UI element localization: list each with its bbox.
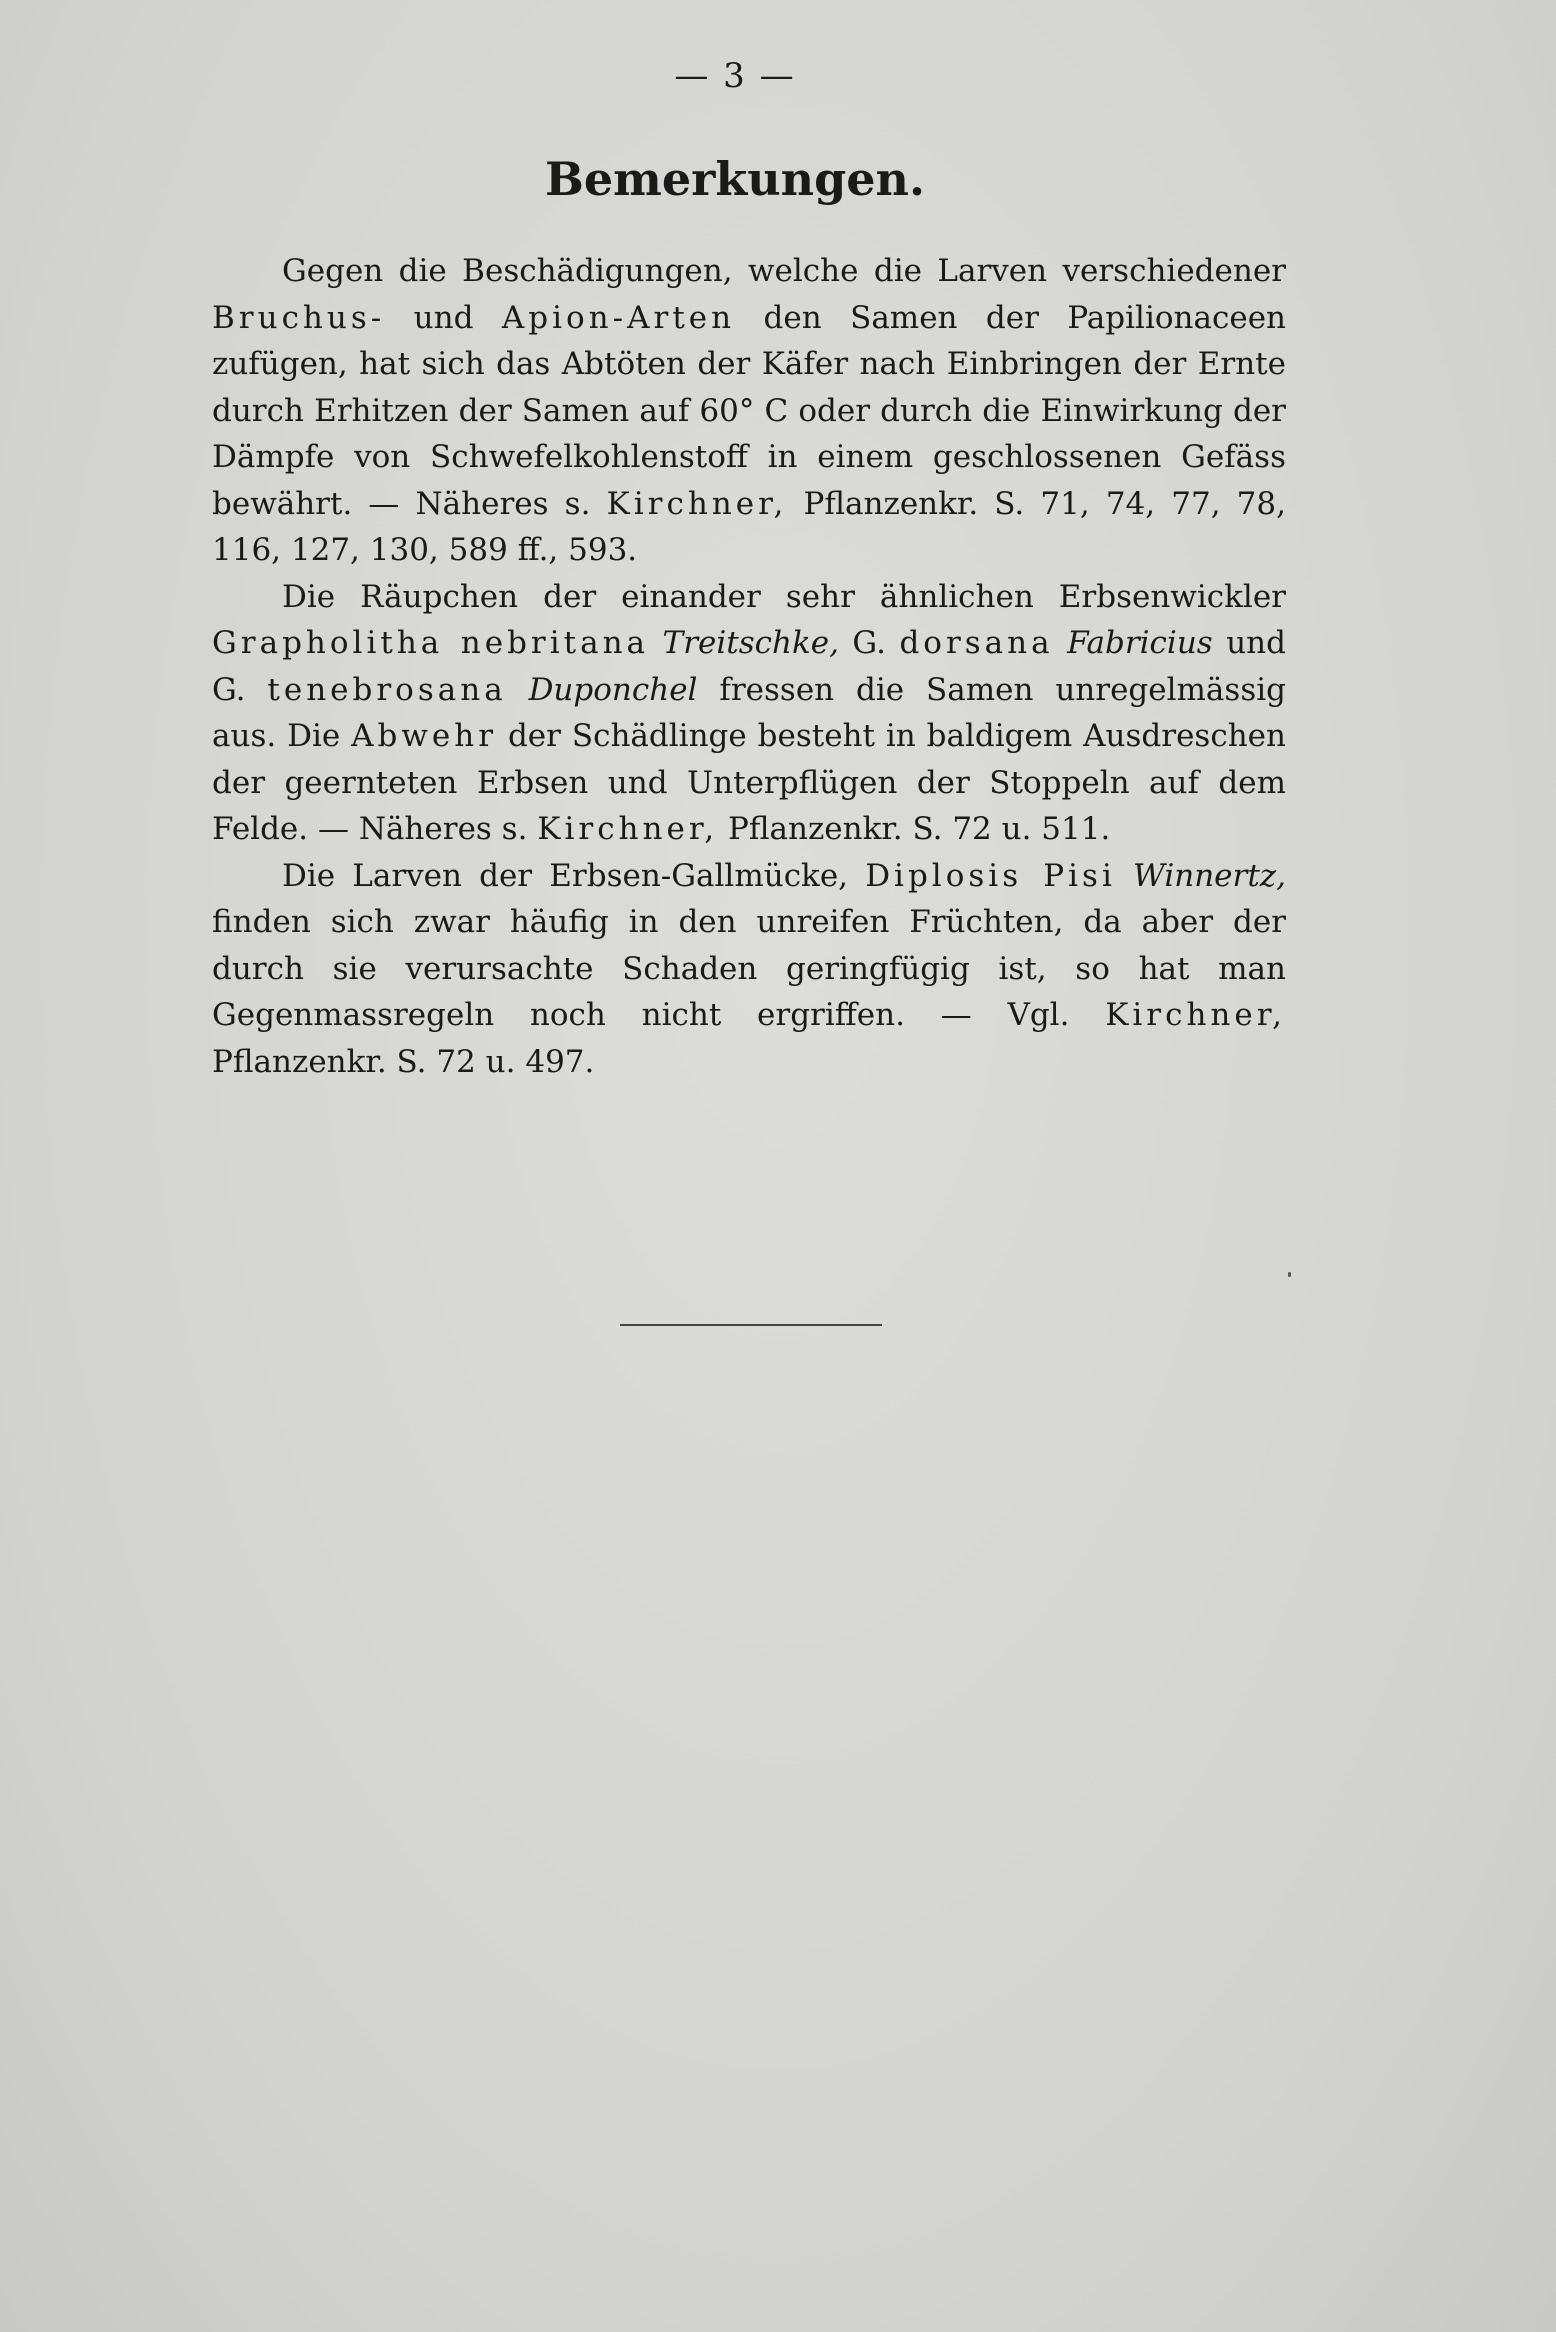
text-segment-normal: fressen die Samen unregelmässig aus. Die	[212, 671, 1286, 754]
paper-speck	[1288, 1272, 1291, 1277]
text-segment-normal	[507, 672, 529, 708]
text-segment-italic: Winnertz,	[1133, 857, 1286, 894]
text-segment-spaced: Kirchner,	[606, 485, 788, 522]
text-segment-normal: der Schädlinge besteht in baldigem Ausdreschen der geernteten Erbsen und Unterpflügen der Stoppeln auf dem Felde. — Näheres s.	[212, 718, 1286, 847]
text-segment-normal: Pflanzenkr. S. 72 u. 497.	[212, 1043, 595, 1080]
paragraph-1	[212, 248, 1286, 574]
text-segment-spaced: dorsana	[899, 625, 1054, 661]
paragraph-3	[212, 853, 1286, 1086]
text-segment-spaced: Diplosis Pisi	[865, 857, 1116, 894]
text-segment-spaced: Bruchus-	[212, 299, 386, 336]
text-segment-spaced: Abwehr	[351, 718, 498, 754]
text-segment-italic: Fabricius	[1067, 625, 1213, 661]
text-segment-normal: Pflanzenkr. S. 72 u. 511.	[718, 811, 1111, 847]
end-rule	[620, 1324, 882, 1326]
text-segment-normal	[649, 625, 662, 661]
text-segment-normal	[1116, 858, 1133, 894]
text-segment-normal: Die Räupchen der einander sehr ähnlichen Erbsenwickler	[282, 578, 1286, 615]
body-text	[212, 248, 1286, 1085]
text-segment-italic: Duponchel	[528, 671, 698, 708]
text-segment-spaced: tenebrosana	[267, 671, 507, 708]
text-segment-normal: und G.	[212, 625, 1286, 708]
text-segment-spaced: Grapholitha nebritana	[212, 625, 650, 661]
paragraph-2	[212, 574, 1286, 853]
text-segment-normal: Die Larven der Erbsen-Gallmücke,	[282, 857, 866, 894]
text-segment-normal: und	[385, 299, 502, 336]
section-heading: Bemerkungen.	[545, 152, 925, 206]
text-segment-normal	[1054, 625, 1067, 661]
page-number: — 3 —	[674, 56, 796, 96]
text-segment-normal: Pflanzenkr. S. 71, 74, 77, 78, 116, 127, 130, 589 ff., 593.	[212, 485, 1286, 568]
text-segment-normal: finden sich zwar häufig in den unreifen Früchten, da aber der durch sie verursachte Schaden geringfügig ist, so hat man Gegenmassregeln noch nicht ergriffen. — Vgl.	[212, 904, 1286, 1033]
text-segment-normal: den Samen der Papilionaceen zufügen, hat sich das Abtöten der Käfer nach Einbringen der Ernte durch Erhitzen der Samen auf 60° C oder durch die Einwirkung der Dämpfe von Schwefelkohlenstoff in einem geschlossenen Gefäss bewährt. — Näheres s.	[212, 299, 1287, 522]
text-segment-spaced: Kirchner,	[1105, 997, 1286, 1033]
text-segment-normal: G.	[838, 625, 900, 661]
text-segment-italic: Treitschke,	[662, 625, 839, 661]
text-segment-normal: Gegen die Beschädigungen, welche die Larven verschiedener	[282, 253, 1286, 289]
text-segment-spaced: Kirchner,	[537, 811, 719, 847]
text-segment-spaced: Apion-Arten	[501, 299, 736, 336]
